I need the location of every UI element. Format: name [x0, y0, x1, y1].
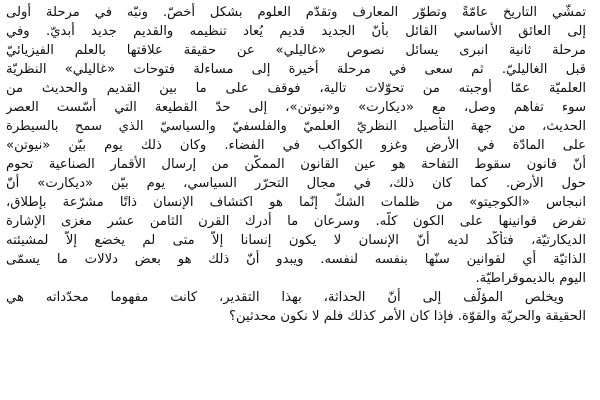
text-line: مرحلة ثانية انبرى يسائل نصوص «غاليلي» عن حقيقة علاقتها بالعلم الفيزيائيّ	[6, 43, 586, 58]
text-line: العلميّة عمّا أوجبته من تحوّلات تالية، فوقف على ما بين القديم والحديث من	[6, 81, 586, 96]
text-line: تفرض قوانينها على الكون كلّه. وسرعان ما أدرك القرن الثامن عشر مغزى الإشارة	[6, 214, 586, 229]
text-line: انبجاس «الكوجيتو» من ظلمات الشكّ إنّما هو اكتشاف الإنسان ذاتًا مشرّعة بإطلاق،	[6, 195, 586, 210]
text-line: تمشّي التاريخ عامّةً وتطوّر المعارف وتقدّم العلوم بشكل أخصّ. ونبّه في مرحلة أولى	[6, 5, 586, 20]
text-line: الحقيقة والحريّة والقوّة. فإذا كان الأمر كذلك فلم لا نكون محدثين؟	[228, 309, 586, 324]
text-line: الحديث، من جهة التأصيل النظريّ العلميّ والفلسفيّ والسياسيّ الذي سمح بالسيطرة	[6, 119, 586, 134]
text-line: إلى العائق الأساسي القائل بأنّ الجديد قديم يُعاد تنظيمه والقديم جديد أبديّ. وفي	[6, 24, 586, 39]
text-line: سوء تفاهم وصل، مع «ديكارت» و«نيوتن»، إلى حدّ القطيعة التي أسّست العصر	[6, 100, 586, 115]
text-line: قبل الغاليليّ. ثم سعى في مرحلة أخيرة إلى مساءلة فتوحات «غاليلي» النظريّة	[6, 62, 586, 77]
text-line: على المادّة في الأرض وغزو الكواكب في الفضاء. وكان ذلك يوم بيّن «نيوتن»	[6, 138, 586, 153]
text-line: حول الأرض. كما كان ذلك، في مجال التحرّر السياسي، يوم بيّن «ديكارت» أنّ	[6, 176, 586, 191]
text-line: اليوم بالديموقراطيّة.	[475, 271, 586, 286]
text-line: الذاتيّة أي لقوانين سنّها بنفسه لنفسه. ويبدو أنّ ذلك هو بعض دلالات ما يسمّى	[6, 252, 586, 267]
text-line: أنّ قانون سقوط التفاحة هو عين القانون الممكّن من إرسال الأقمار الصناعية تحوم	[6, 157, 586, 172]
text-line: الديكارتيّة، فتأكّد لديه أنّ الإنسان لا يكون إنسانا إلاّ متى لم يخضع إلاّ لمشيئته	[6, 233, 586, 248]
text-line: ويخلص المؤلّف إلى أنّ الحداثة، بهذا التقدير، كانت مفهوما محدّداته هي	[6, 290, 564, 305]
